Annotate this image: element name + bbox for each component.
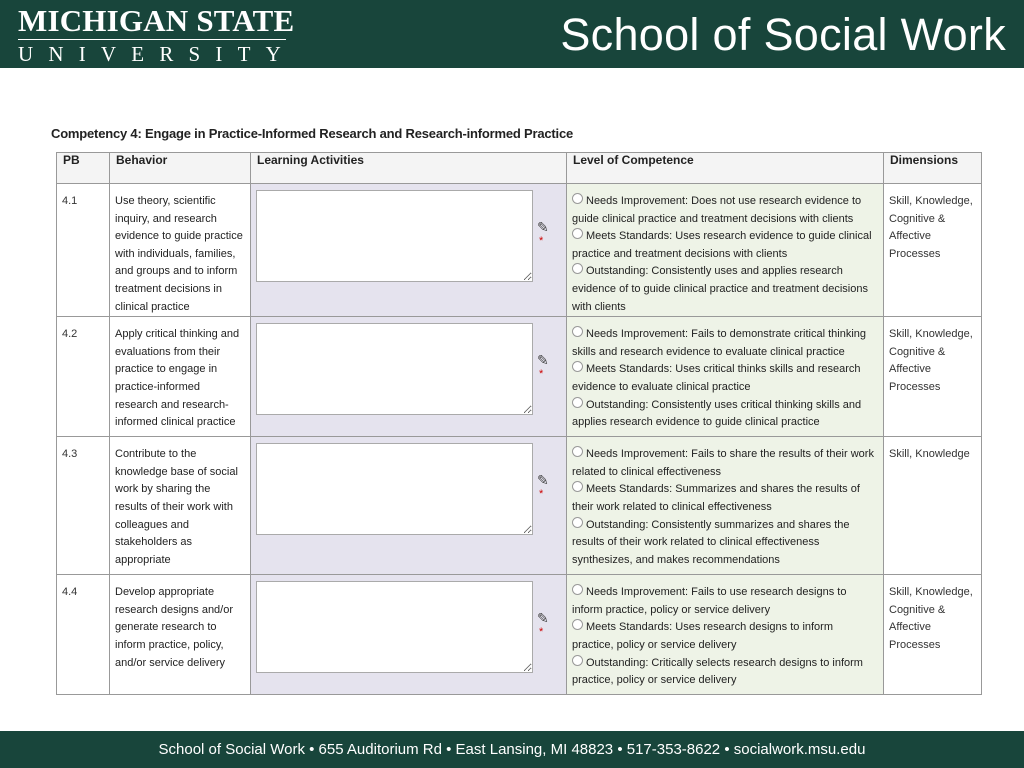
pencil-icon[interactable]: ✎	[537, 352, 549, 369]
option-label: Meets Standards: Uses research evidence to guide clinical practice and treatment decisions with clients	[572, 230, 872, 260]
radio-icon[interactable]	[572, 326, 583, 337]
logo-line-2: UNIVERSITY	[18, 42, 296, 66]
option-needs-improvement[interactable]	[572, 326, 877, 361]
header-banner	[0, 0, 1024, 68]
option-label: Meets Standards: Uses research designs to inform practice, policy or service delivery	[572, 621, 834, 651]
competency-title: Competency 4: Engage in Practice-Informed Research and Research-informed Practice	[51, 126, 574, 141]
header-pb: PB	[57, 153, 110, 184]
level-of-competence-cell	[567, 437, 884, 575]
pencil-icon[interactable]: ✎	[537, 610, 549, 627]
header-dimensions: Dimensions	[884, 153, 982, 184]
option-label: Outstanding: Critically selects research designs to inform practice, policy or service delivery	[572, 656, 863, 687]
behavior-cell: Contribute to the knowledge base of social work by sharing the results of their work with colleagues and stakeholders as appropriate	[110, 437, 251, 575]
option-label: Meets Standards: Uses critical thinks skills and research evidence to evaluate clinical practice	[572, 363, 861, 393]
dimensions-cell: Skill, Knowledge, Cognitive & Affective Processes	[884, 184, 982, 317]
behavior-cell: Apply critical thinking and evaluations from their practice to engage in practice-informed research and research-informed clinical practice	[110, 317, 251, 437]
logo-line-1: MICHIGAN STATE	[18, 3, 295, 38]
header-level-of-competence: Level of Competence	[567, 153, 884, 184]
pencil-icon[interactable]: ✎	[537, 472, 549, 489]
header-learning-activities: Learning Activities	[251, 153, 567, 184]
radio-icon[interactable]	[572, 228, 583, 239]
option-label: Outstanding: Consistently uses critical thinking skills and applies research evidence to guide clinical practice	[572, 398, 862, 429]
learning-activities-cell	[251, 575, 567, 695]
pb-cell: 4.3	[57, 437, 110, 575]
radio-icon[interactable]	[572, 619, 583, 630]
pb-cell: 4.1	[57, 184, 110, 317]
learning-activities-input[interactable]	[256, 443, 533, 535]
radio-icon[interactable]	[572, 361, 583, 372]
radio-icon[interactable]	[572, 193, 583, 204]
learning-activities-cell	[251, 317, 567, 437]
option-outstanding[interactable]	[572, 263, 877, 316]
footer-bar	[0, 731, 1024, 768]
pb-cell: 4.4	[57, 575, 110, 695]
dimensions-cell: Skill, Knowledge, Cognitive & Affective Processes	[884, 575, 982, 695]
required-marker: *	[539, 626, 544, 639]
competency-table	[56, 152, 982, 695]
learning-activities-input[interactable]	[256, 190, 533, 282]
option-label: Meets Standards: Summarizes and shares the results of their work related to clinical effectiveness	[572, 483, 860, 513]
learning-activities-cell	[251, 437, 567, 575]
option-outstanding[interactable]	[572, 397, 877, 432]
logo-divider	[18, 39, 286, 40]
footer-text: School of Social Work • 655 Auditorium Rd • East Lansing, MI 48823 • 517-353-8622 • socialwork.msu.edu	[158, 741, 866, 758]
option-needs-improvement[interactable]	[572, 584, 877, 619]
radio-icon[interactable]	[572, 481, 583, 492]
level-of-competence-cell	[567, 575, 884, 695]
radio-icon[interactable]	[572, 517, 583, 528]
msu-logo	[18, 4, 296, 66]
behavior-cell: Develop appropriate research designs and/or generate research to inform practice, policy, and/or service delivery	[110, 575, 251, 695]
behavior-cell: Use theory, scientific inquiry, and research evidence to guide practice with individuals, families, and groups and to inform treatment decisions in clinical practice	[110, 184, 251, 317]
radio-icon[interactable]	[572, 655, 583, 666]
option-meets-standards[interactable]	[572, 228, 877, 263]
level-of-competence-cell	[567, 184, 884, 317]
school-title: School of Social Work	[560, 9, 1006, 60]
table-row	[57, 317, 982, 437]
header-behavior: Behavior	[110, 153, 251, 184]
radio-icon[interactable]	[572, 263, 583, 274]
option-label: Needs Improvement: Fails to use research designs to inform practice, policy or service delivery	[572, 586, 847, 616]
learning-activities-input[interactable]	[256, 323, 533, 415]
table-row	[57, 437, 982, 575]
option-label: Outstanding: Consistently summarizes and shares the results of their work related to clinical effectiveness synthesizes, and makes recommendations	[572, 518, 850, 566]
pb-cell: 4.2	[57, 317, 110, 437]
option-label: Needs Improvement: Does not use research evidence to guide clinical practice and treatment decisions with clients	[572, 195, 862, 225]
pencil-icon[interactable]: ✎	[537, 219, 549, 235]
option-label: Needs Improvement: Fails to share the results of their work related to clinical effectiveness	[572, 448, 874, 478]
option-needs-improvement[interactable]	[572, 446, 877, 481]
table-row	[57, 575, 982, 695]
required-marker: *	[539, 488, 544, 501]
radio-icon[interactable]	[572, 584, 583, 595]
dimensions-cell: Skill, Knowledge, Cognitive & Affective Processes	[884, 317, 982, 437]
option-meets-standards[interactable]	[572, 481, 877, 516]
option-meets-standards[interactable]	[572, 361, 877, 396]
option-label: Needs Improvement: Fails to demonstrate critical thinking skills and research evidence to evaluate clinical practice	[572, 328, 867, 358]
option-meets-standards[interactable]	[572, 619, 877, 654]
radio-icon[interactable]	[572, 397, 583, 408]
level-of-competence-cell	[567, 317, 884, 437]
option-outstanding[interactable]	[572, 517, 877, 570]
table-row	[57, 184, 982, 317]
table-header-row	[57, 153, 982, 184]
option-outstanding[interactable]	[572, 655, 877, 690]
required-marker: *	[539, 235, 544, 247]
learning-activities-cell	[251, 184, 567, 317]
option-label: Outstanding: Consistently uses and applies research evidence of to guide clinical practice and treatment decisions with clients	[572, 265, 868, 313]
dimensions-cell: Skill, Knowledge	[884, 437, 982, 575]
required-marker: *	[539, 368, 544, 381]
learning-activities-input[interactable]	[256, 581, 533, 673]
option-needs-improvement[interactable]	[572, 193, 877, 228]
radio-icon[interactable]	[572, 446, 583, 457]
